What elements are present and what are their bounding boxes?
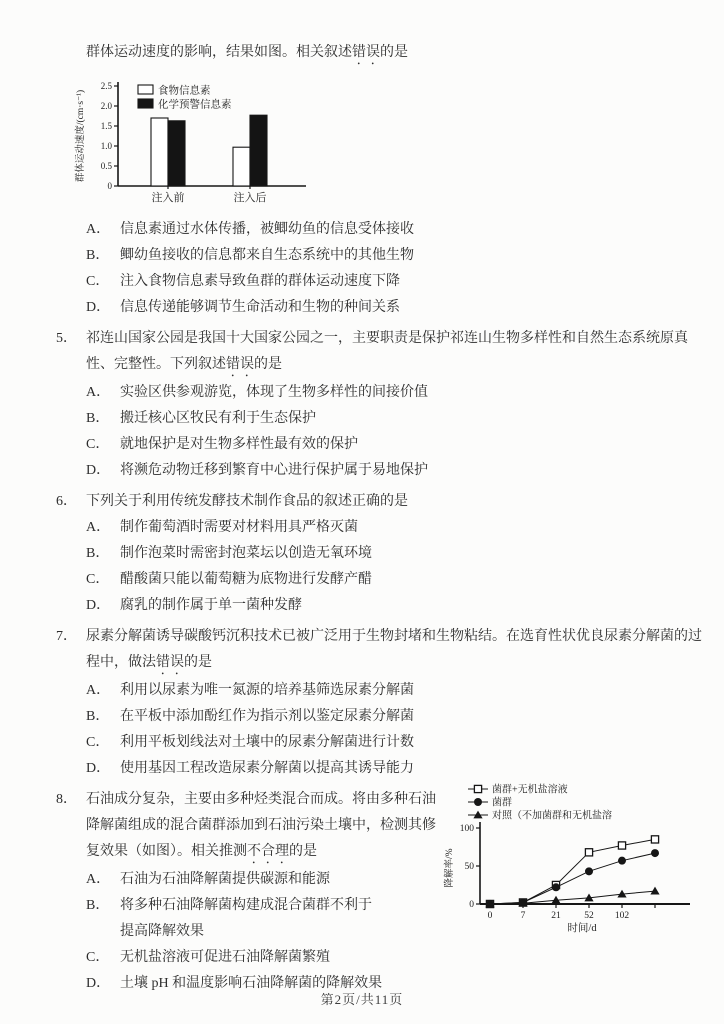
svg-text:对照（不加菌群和无机盐溶: 对照（不加菌群和无机盐溶 — [492, 810, 612, 822]
option-row — [86, 541, 704, 567]
svg-text:0: 0 — [469, 900, 474, 910]
svg-text:0: 0 — [107, 181, 112, 191]
question-4-options — [56, 217, 704, 321]
svg-text:52: 52 — [584, 911, 594, 921]
option-label: D． — [86, 300, 111, 315]
svg-text:食物信息素: 食物信息素 — [158, 85, 211, 97]
option-label: A． — [86, 872, 111, 887]
option-label: B． — [86, 248, 110, 263]
option-text: 利用以尿素为唯一氮源的培养基筛选尿素分解菌 — [120, 683, 414, 698]
option-label: C． — [86, 572, 110, 587]
option-row — [86, 295, 704, 321]
option-row — [86, 243, 704, 269]
option-row — [86, 269, 704, 295]
option-text: 无机盐溶液可促进石油降解菌繁殖 — [120, 950, 330, 965]
option-text: 就地保护是对生物多样性最有效的保护 — [120, 437, 358, 452]
question-5 — [56, 326, 704, 484]
question-number: 5． — [56, 331, 77, 346]
svg-text:注入后: 注入后 — [233, 192, 267, 204]
stem-text: 的是 — [254, 357, 282, 372]
option-label: D． — [86, 598, 111, 613]
stem-emphasis: 错误 — [156, 655, 184, 670]
option-text: 利用平板划线法对土壤中的尿素分解菌进行计数 — [120, 735, 414, 750]
option-text: 将多种石油降解菌构建成混合菌群不利于 — [120, 898, 372, 913]
question-7 — [56, 624, 704, 782]
option-label: B． — [86, 411, 110, 426]
option-label: D． — [86, 463, 111, 478]
option-row — [86, 945, 704, 971]
option-text: 信息传递能够调节生命活动和生物的种间关系 — [120, 300, 400, 315]
svg-text:7: 7 — [520, 911, 526, 921]
option-text: 制作泡菜时需密封泡菜坛以创造无氧环境 — [120, 546, 372, 561]
question-number: 8． — [56, 792, 77, 807]
question-8-stem — [86, 787, 436, 867]
stem-text: 群体运动速度的影响，结果如图。相关叙述 — [86, 45, 352, 60]
svg-text:21: 21 — [551, 911, 561, 921]
option-label: C． — [86, 735, 110, 750]
svg-text:0.5: 0.5 — [100, 161, 112, 171]
option-label: A． — [86, 385, 111, 400]
question-number: 6． — [56, 494, 77, 509]
svg-text:50: 50 — [464, 862, 474, 872]
option-label: B． — [86, 898, 110, 913]
group-speed-bar-chart — [72, 74, 704, 215]
option-label: C． — [86, 950, 110, 965]
option-label: C． — [86, 274, 110, 289]
option-text: 将濒危动物迁移到繁育中心进行保护属于易地保护 — [120, 463, 428, 478]
stem-emphasis: 错误 — [352, 45, 380, 60]
question-7-stem — [86, 624, 704, 678]
page-number: 第2页/共11页 — [320, 992, 404, 1007]
option-text: 信息素通过水体传播，被鲫幼鱼的信息受体接收 — [120, 222, 414, 237]
option-label: C． — [86, 437, 110, 452]
svg-text:2.0: 2.0 — [100, 101, 112, 111]
option-label: D． — [86, 976, 111, 991]
option-label: A． — [86, 222, 111, 237]
option-row — [86, 515, 704, 541]
svg-text:化学预警信息素: 化学预警信息素 — [158, 99, 232, 111]
question-6 — [56, 489, 704, 619]
option-row — [86, 756, 704, 782]
option-label: A． — [86, 683, 111, 698]
option-text: 注入食物信息素导致鱼群的群体运动速度下降 — [120, 274, 400, 289]
option-text: 腐乳的制作属于单一菌种发酵 — [120, 598, 302, 613]
option-row — [86, 432, 704, 458]
svg-text:降解率/%: 降解率/% — [445, 848, 455, 888]
option-row — [86, 893, 436, 919]
svg-text:102: 102 — [614, 911, 630, 921]
svg-text:注入前: 注入前 — [151, 192, 185, 204]
question-8 — [56, 782, 704, 997]
question-4-stem — [86, 40, 704, 68]
option-text: 制作葡萄酒时需要对材料用具严格灭菌 — [120, 520, 358, 535]
question-5-stem — [86, 326, 704, 380]
option-text: 鲫幼鱼接收的信息都来自生态系统中的其他生物 — [120, 248, 414, 263]
option-text: 实验区供参观游览，体现了生物多样性的间接价值 — [120, 385, 428, 400]
option-label: A． — [86, 520, 111, 535]
stem-text: 下列关于利用传统发酵技术制作食品的叙述正确的是 — [86, 494, 408, 509]
option-row — [86, 867, 436, 893]
svg-text:群体运动速度/(cm·s⁻¹): 群体运动速度/(cm·s⁻¹) — [76, 89, 86, 183]
option-text-continuation: 提高降解效果 — [120, 924, 204, 939]
stem-emphasis: 不合理 — [247, 844, 289, 859]
stem-text: 的是 — [380, 45, 408, 60]
svg-text:1.5: 1.5 — [100, 121, 112, 131]
option-row — [86, 380, 704, 406]
option-label: B． — [86, 546, 110, 561]
svg-text:菌群: 菌群 — [492, 797, 512, 809]
stem-text: 尿素分解菌诱导碳酸钙沉积技术已被广泛用于生物封堵和生物粘结。在选育性状优良尿素分解菌的过程中，做法 — [86, 629, 702, 670]
option-row — [86, 567, 704, 593]
question-number: 7． — [56, 629, 77, 644]
svg-text:0: 0 — [487, 911, 493, 921]
option-row — [86, 593, 704, 619]
option-text: 在平板中添加酚红作为指示剂以鉴定尿素分解菌 — [120, 709, 414, 724]
option-text: 搬迁核心区牧民有利于生态保护 — [120, 411, 316, 426]
bar-chart-svg — [72, 74, 316, 210]
svg-text:菌群+无机盐溶液: 菌群+无机盐溶液 — [492, 784, 568, 796]
option-row — [86, 458, 704, 484]
svg-text:时间/d: 时间/d — [567, 923, 597, 934]
option-row — [86, 678, 704, 704]
stem-emphasis: 错误 — [226, 357, 254, 372]
stem-text: 的是 — [289, 844, 317, 859]
option-text: 石油为石油降解菌提供碳源和能源 — [120, 872, 330, 887]
option-label: D． — [86, 761, 111, 776]
svg-text:2.5: 2.5 — [100, 81, 112, 91]
svg-text:1.0: 1.0 — [100, 141, 112, 151]
option-row — [86, 406, 704, 432]
stem-text: 的是 — [184, 655, 212, 670]
stem-text: 石油成分复杂，主要由多种烃类混合而成。将由多种石油降解菌组成的混合菌群添加到石油污染土壤中，检测其修复效果（如图）。相关推测 — [86, 792, 436, 859]
option-row — [86, 217, 704, 243]
option-text: 土壤 pH 和温度影响石油降解菌的降解效果 — [120, 976, 383, 991]
option-text: 使用基因工程改造尿素分解菌以提高其诱导能力 — [120, 761, 414, 776]
svg-text:100: 100 — [459, 824, 474, 834]
option-row — [86, 704, 704, 730]
degradation-line-chart — [442, 782, 704, 939]
option-row — [86, 730, 704, 756]
option-text: 醋酸菌只能以葡萄糖为底物进行发酵产醋 — [120, 572, 372, 587]
option-label: B． — [86, 709, 110, 724]
question-6-stem — [86, 489, 704, 515]
line-chart-svg — [442, 782, 704, 934]
stem-text: 祁连山国家公园是我国十大国家公园之一，主要职责是保护祁连山生物多样性和自然生态系统原真性、完整性。下列叙述 — [86, 331, 688, 372]
